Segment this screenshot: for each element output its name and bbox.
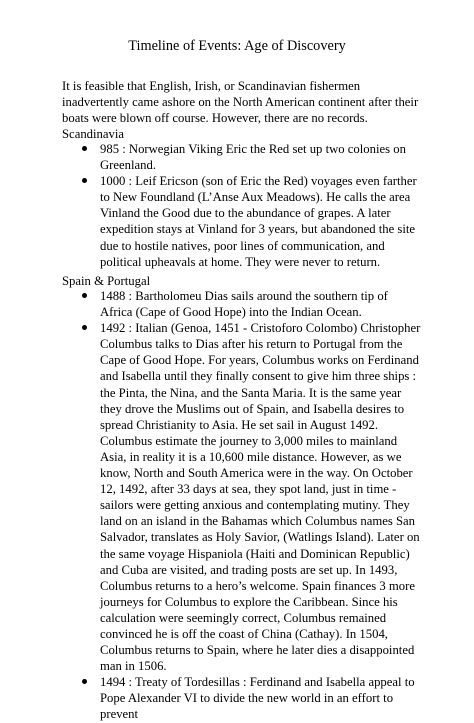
intro-paragraph: It is feasible that English, Irish, or Scandinavian fishermen inadvertently came ashore on the North American continent after their boats were blown off course. However, there are no records.	[62, 79, 419, 126]
list-item	[62, 674, 422, 722]
bullet-icon	[82, 293, 87, 298]
list-item	[62, 288, 422, 320]
section-heading-spain-portugal: Spain & Portugal	[62, 274, 151, 288]
list-item-text: 1000 : Leif Ericson (son of Eric the Red) voyages even farther to New Foundland (L’Anse Aux Meadows). He calls the area Vinland the Good due to the abundance of grapes. A later expedition stays at Vinland for 3 years, but abandoned the site due to hostile natives, poor lines of communication, and political upheavals at home. They were never to return.	[100, 174, 417, 269]
page-title: Timeline of Events: Age of Discovery	[128, 38, 346, 54]
bullet-icon	[82, 178, 87, 183]
bullet-icon	[82, 325, 87, 330]
list-item-text: 1488 : Bartholomeu Dias sails around the southern tip of Africa (Cape of Good Hope) into the Indian Ocean.	[100, 289, 388, 320]
spain-portugal-list	[62, 288, 422, 723]
list-item-text: 1494 : Treaty of Tordesillas : Ferdinand and Isabella appeal to Pope Alexander VI to divide the new world in an effort to prevent	[100, 675, 415, 722]
bullet-icon	[82, 146, 87, 151]
bullet-icon	[82, 679, 87, 684]
list-item	[62, 173, 422, 270]
section-heading-scandinavia: Scandinavia	[62, 127, 125, 141]
list-item	[62, 320, 422, 674]
scandinavia-list	[62, 141, 422, 270]
list-item	[62, 141, 422, 173]
list-item-text: 985 : Norwegian Viking Eric the Red set up two colonies on Greenland.	[100, 142, 406, 173]
list-item-text: 1492 : Italian (Genoa, 1451 - Cristoforo Colombo) Christopher Columbus talks to Dias after his return to Portugal from the Cape of Good Hope. For years, Columbus works on Ferdinand and Isabella until they finally consent to give him three ships : the Pinta, the Nina, and the Santa Maria. It is the same year they drove the Muslims out of Spain, and Isabella desires to spread Christianity to Asia. He set sail in August 1492. Columbus estimate the journey to 3,000 miles to mainland Asia, in reality it is a 10,600 mile distance. However, as we know, North and South America were in the way. On October 12, 1492, after 33 days at sea, they spot land, just in time - sailors were getting anxious and contemplating mutiny. They land on an island in the Bahamas which Columbus names San Salvador, translates as Holy Savior, (Watlings Island). Later on the same voyage Hispaniola (Haiti and Dominican Republic) and Cuba are visited, and trading posts are set up. In 1493, Columbus returns to a hero’s welcome. Spain finances 3 more journeys for Columbus to explore the Caribbean. Since his calculation were seemingly correct, Columbus remained convinced he is off the coast of China (Cathay). In 1504, Columbus returns to Spain, where he later dies a disappointed man in 1506.	[100, 321, 421, 674]
